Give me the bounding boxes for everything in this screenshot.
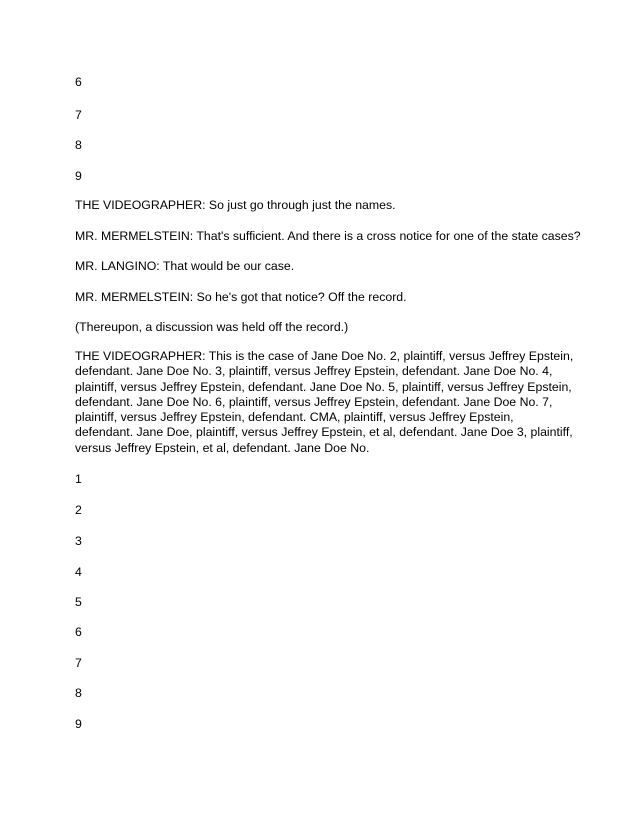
transcript-line: (Thereupon, a discussion was held off the record.): [75, 320, 349, 334]
line-number: 5: [75, 595, 82, 609]
transcript-line: MR. LANGINO: That would be our case.: [75, 259, 295, 273]
line-number: 8: [75, 138, 82, 152]
line-number: 2: [75, 503, 82, 517]
transcript-paragraph: THE VIDEOGRAPHER: This is the case of Jane Doe No. 2, plaintiff, versus Jeffrey Epstein, defendant. Jane Doe No. 3, plaintiff, versus Jeffrey Epstein, defendant. Jane Doe No. 4, plaintiff, versus Jeffrey Epstein, defendant. Jane Doe No. 5, plaintiff, versus Jeffrey Epstein, defendant. Jane Doe No. 6, plaintiff, versus Jeffrey Epstein, defendant. Jane Doe No. 7, plaintiff, versus Jeffrey Epstein, defendant. CMA, plaintiff, versus Jeffrey Epstein, defendant. Jane Doe, plaintiff, versus Jeffrey Epstein, et al, defendant. Jane Doe 3, plaintiff, versus Jeffrey Epstein, et al, defendant. Jane Doe No.: [75, 349, 574, 455]
line-number: 1: [75, 472, 82, 486]
transcript-line: MR. MERMELSTEIN: So he's got that notice? Off the record.: [75, 290, 407, 304]
line-number: 9: [75, 169, 82, 183]
line-number: 6: [75, 625, 82, 639]
line-number: 9: [75, 717, 82, 731]
line-number: 7: [75, 108, 82, 122]
line-number: 4: [75, 565, 82, 579]
transcript-line: MR. MERMELSTEIN: That's sufficient. And there is a cross notice for one of the state cases?: [75, 229, 581, 243]
line-number: 3: [75, 534, 82, 548]
line-number: 7: [75, 656, 82, 670]
transcript-line: THE VIDEOGRAPHER: So just go through just the names.: [75, 198, 396, 212]
line-number: 8: [75, 686, 82, 700]
line-number: 6: [75, 75, 82, 89]
